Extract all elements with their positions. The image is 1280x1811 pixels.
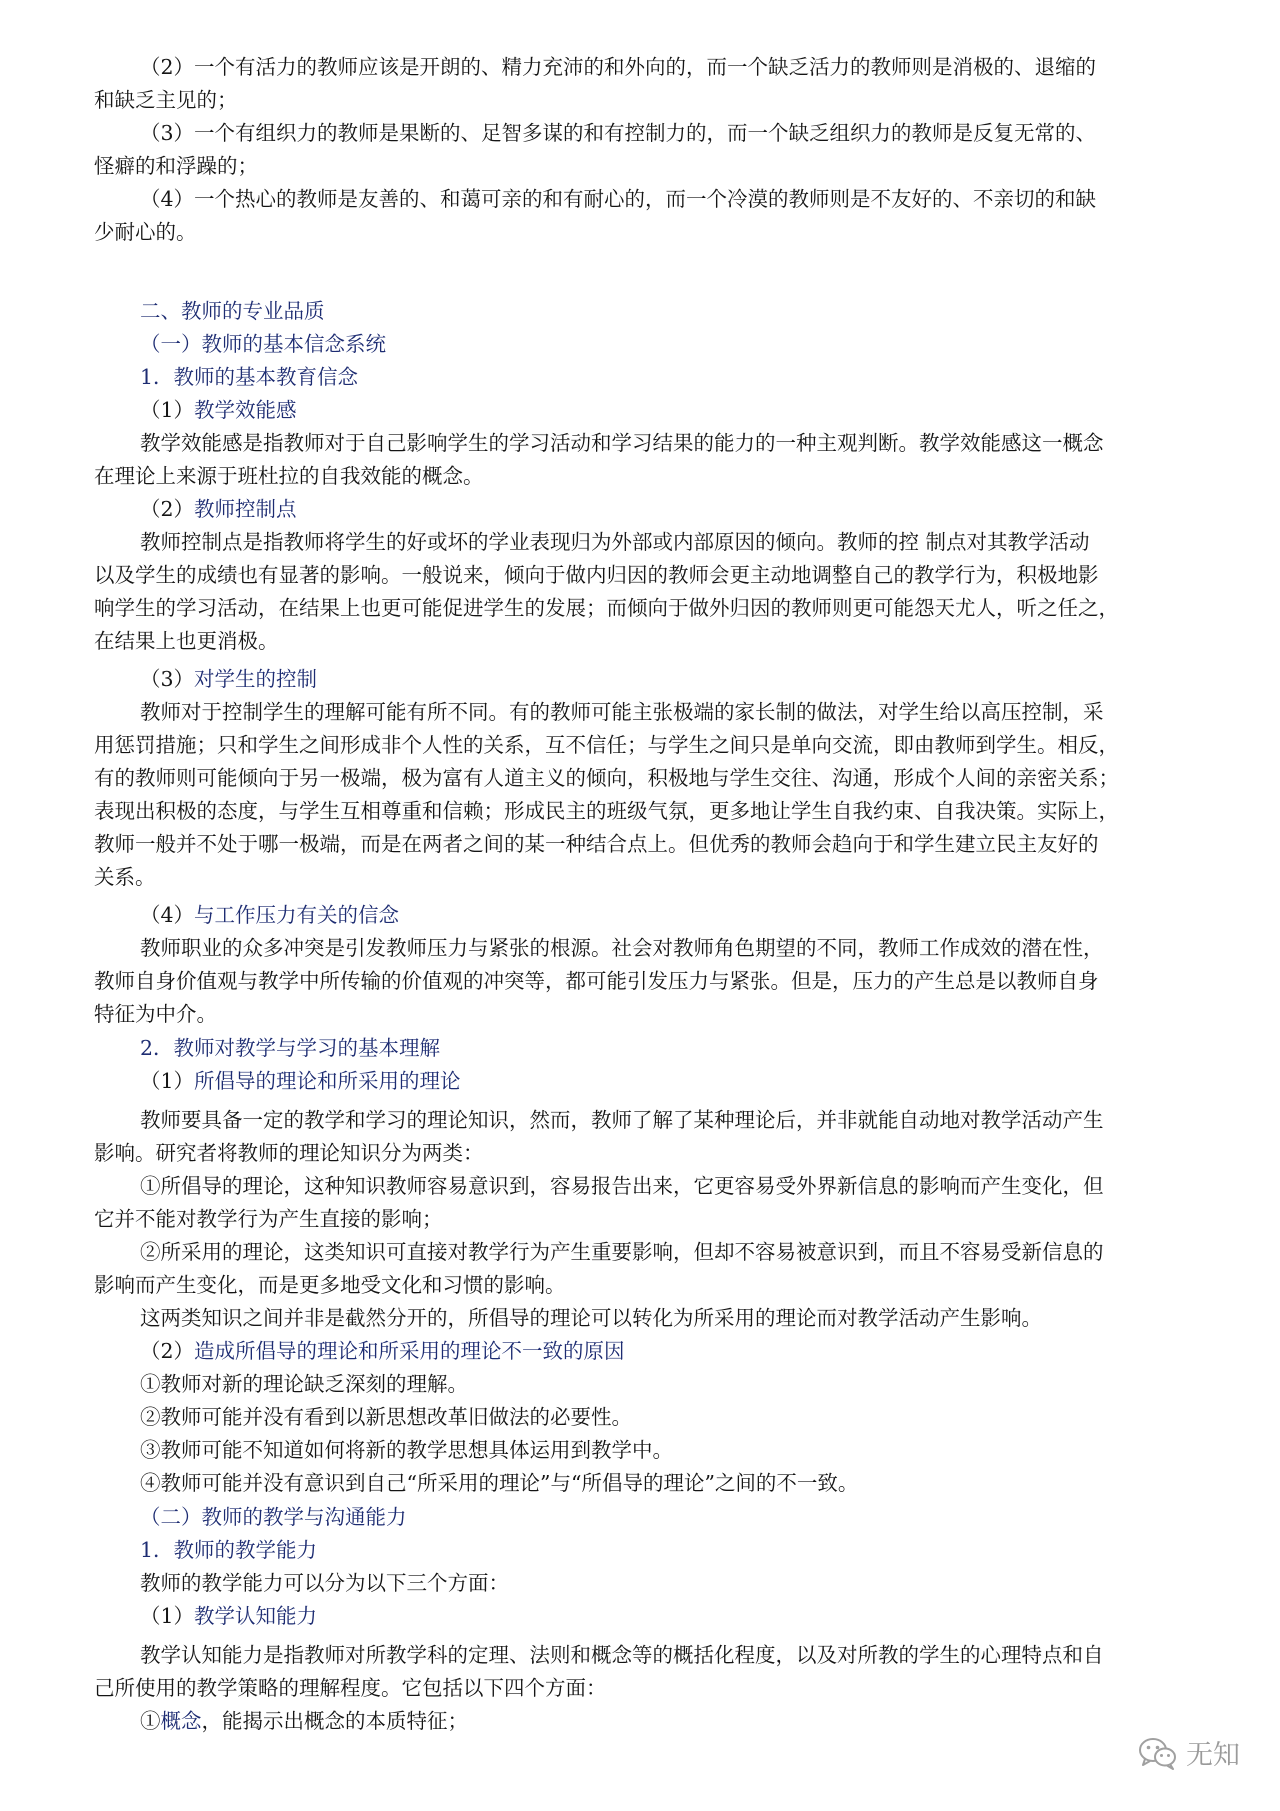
text-line: 在结果上也更消极。 <box>94 629 279 653</box>
text-line: 特征为中介。 <box>94 1002 217 1026</box>
item-heading <box>140 1336 625 1366</box>
text-line: 教学认知能力是指教师对所教学科的定理、法则和概念等的概括化程度，以及对所教的学生的心理特点和自 <box>140 1643 1104 1667</box>
text-line: 影响。研究者将教师的理论知识分为两类： <box>94 1141 484 1165</box>
subsection-heading: （一）教师的基本信念系统 <box>140 332 386 356</box>
text-line: ②教师可能并没有看到以新思想改革旧做法的必要性。 <box>140 1405 632 1429</box>
topic-heading: 1．教师的基本教育信念 <box>140 365 359 389</box>
text-line: ①教师对新的理论缺乏深刻的理解。 <box>140 1372 468 1396</box>
watermark <box>1138 1733 1240 1772</box>
item-number: （4） <box>140 903 195 927</box>
item-heading <box>140 395 297 425</box>
text-line: 表现出积极的态度，与学生互相尊重和信赖；形成民主的班级气氛，更多地让学生自我约束、自我决策。实际上， <box>94 799 1119 823</box>
text-line: 教师控制点是指教师将学生的好或坏的学业表现归为外部或内部原因的倾向。教师的控 制点对其教学活动 <box>140 530 1090 554</box>
text-line: 影响而产生变化，而是更多地受文化和习惯的影响。 <box>94 1273 566 1297</box>
item-heading <box>140 494 297 524</box>
subsection-heading: （二）教师的教学与沟通能力 <box>140 1505 407 1529</box>
text-line: ②所采用的理论，这类知识可直接对教学行为产生重要影响，但却不容易被意识到，而且不容易受新信息的 <box>140 1240 1104 1264</box>
text-line: ④教师可能并没有意识到自己“所采用的理论”与“所倡导的理论”之间的不一致。 <box>140 1471 859 1495</box>
item-number: （2） <box>140 1339 195 1363</box>
item-heading <box>140 1066 461 1096</box>
item-number: ① <box>140 1709 161 1733</box>
text-line: 响学生的学习活动，在结果上也更可能促进学生的发展；而倾向于做外归因的教师则更可能怨天尤人，听之任之， <box>94 596 1119 620</box>
item-heading <box>140 900 399 930</box>
item-title: 与工作压力有关的信念 <box>194 903 400 927</box>
item-heading <box>140 664 317 694</box>
item-number: （3） <box>140 667 195 691</box>
item-number: （1） <box>140 1604 195 1628</box>
item-title: 造成所倡导的理论和所采用的理论不一致的原因 <box>194 1339 625 1363</box>
text-line: 以及学生的成绩也有显著的影响。一般说来，倾向于做内归因的教师会更主动地调整自己的教学行为，积极地影 <box>94 563 1099 587</box>
wechat-icon <box>1138 1736 1178 1770</box>
item-title: 对学生的控制 <box>194 667 318 691</box>
text-line: 教师对于控制学生的理解可能有所不同。有的教师可能主张极端的家长制的做法，对学生给以高压控制，采 <box>140 700 1104 724</box>
text-line: 教师职业的众多冲突是引发教师压力与紧张的根源。社会对教师角色期望的不同，教师工作成效的潜在性， <box>140 936 1104 960</box>
item-number: （2） <box>140 497 195 521</box>
text-line: ③教师可能不知道如何将新的教学思想具体运用到教学中。 <box>140 1438 673 1462</box>
text-line: 和缺乏主见的； <box>94 88 238 112</box>
text-line: 有的教师则可能倾向于另一极端，极为富有人道主义的倾向，积极地与学生交往、沟通，形成个人间的亲密关系； <box>94 766 1119 790</box>
text-line: 少耐心的。 <box>94 220 197 244</box>
text-line: 关系。 <box>94 865 156 889</box>
text-line: 这两类知识之间并非是截然分开的，所倡导的理论可以转化为所采用的理论而对教学活动产生影响。 <box>140 1306 1042 1330</box>
text-line: （3）一个有组织力的教师是果断的、足智多谋的和有控制力的，而一个缺乏组织力的教师是反复无常的、 <box>140 121 1097 145</box>
text-line <box>140 1706 468 1736</box>
text-line: 教师要具备一定的教学和学习的理论知识，然而，教师了解了某种理论后，并非就能自动地对教学活动产生 <box>140 1108 1104 1132</box>
topic-heading: 2．教师对教学与学习的基本理解 <box>140 1036 441 1060</box>
item-title: 教学效能感 <box>194 398 297 422</box>
text-line: （4）一个热心的教师是友善的、和蔼可亲的和有耐心的，而一个冷漠的教师则是不友好的、不亲切的和缺 <box>140 187 1097 211</box>
text-line: 教学效能感是指教师对于自己影响学生的学习活动和学习结果的能力的一种主观判断。教学效能感这一概念 <box>140 431 1104 455</box>
watermark-label: 无知 <box>1186 1740 1240 1771</box>
item-title: 概念 <box>160 1709 202 1733</box>
item-number: （1） <box>140 1069 195 1093</box>
item-text: ，能揭示出概念的本质特征； <box>201 1709 468 1733</box>
item-title: 教学认知能力 <box>194 1604 318 1628</box>
text-line: 用惩罚措施；只和学生之间形成非个人性的关系，互不信任；与学生之间只是单向交流，即由教师到学生。相反， <box>94 733 1119 757</box>
text-line: （2）一个有活力的教师应该是开朗的、精力充沛的和外向的，而一个缺乏活力的教师则是消极的、退缩的 <box>140 55 1097 79</box>
text-line: 己所使用的教学策略的理解程度。它包括以下四个方面： <box>94 1676 607 1700</box>
section-heading: 二、教师的专业品质 <box>140 299 325 323</box>
item-heading <box>140 1601 317 1631</box>
text-line: 在理论上来源于班杜拉的自我效能的概念。 <box>94 464 484 488</box>
item-title: 所倡导的理论和所采用的理论 <box>194 1069 461 1093</box>
text-line: 怪癖的和浮躁的； <box>94 154 258 178</box>
topic-heading: 1．教师的教学能力 <box>140 1538 318 1562</box>
item-number: （1） <box>140 398 195 422</box>
text-line: 教师自身价值观与教学中所传输的价值观的冲突等，都可能引发压力与紧张。但是，压力的产生总是以教师自身 <box>94 969 1099 993</box>
item-title: 教师控制点 <box>194 497 297 521</box>
text-line: 教师的教学能力可以分为以下三个方面： <box>140 1571 509 1595</box>
text-line: 它并不能对教学行为产生直接的影响； <box>94 1207 443 1231</box>
text-line: ①所倡导的理论，这种知识教师容易意识到，容易报告出来，它更容易受外界新信息的影响而产生变化，但 <box>140 1174 1104 1198</box>
text-line: 教师一般并不处于哪一极端，而是在两者之间的某一种结合点上。但优秀的教师会趋向于和学生建立民主友好的 <box>94 832 1099 856</box>
